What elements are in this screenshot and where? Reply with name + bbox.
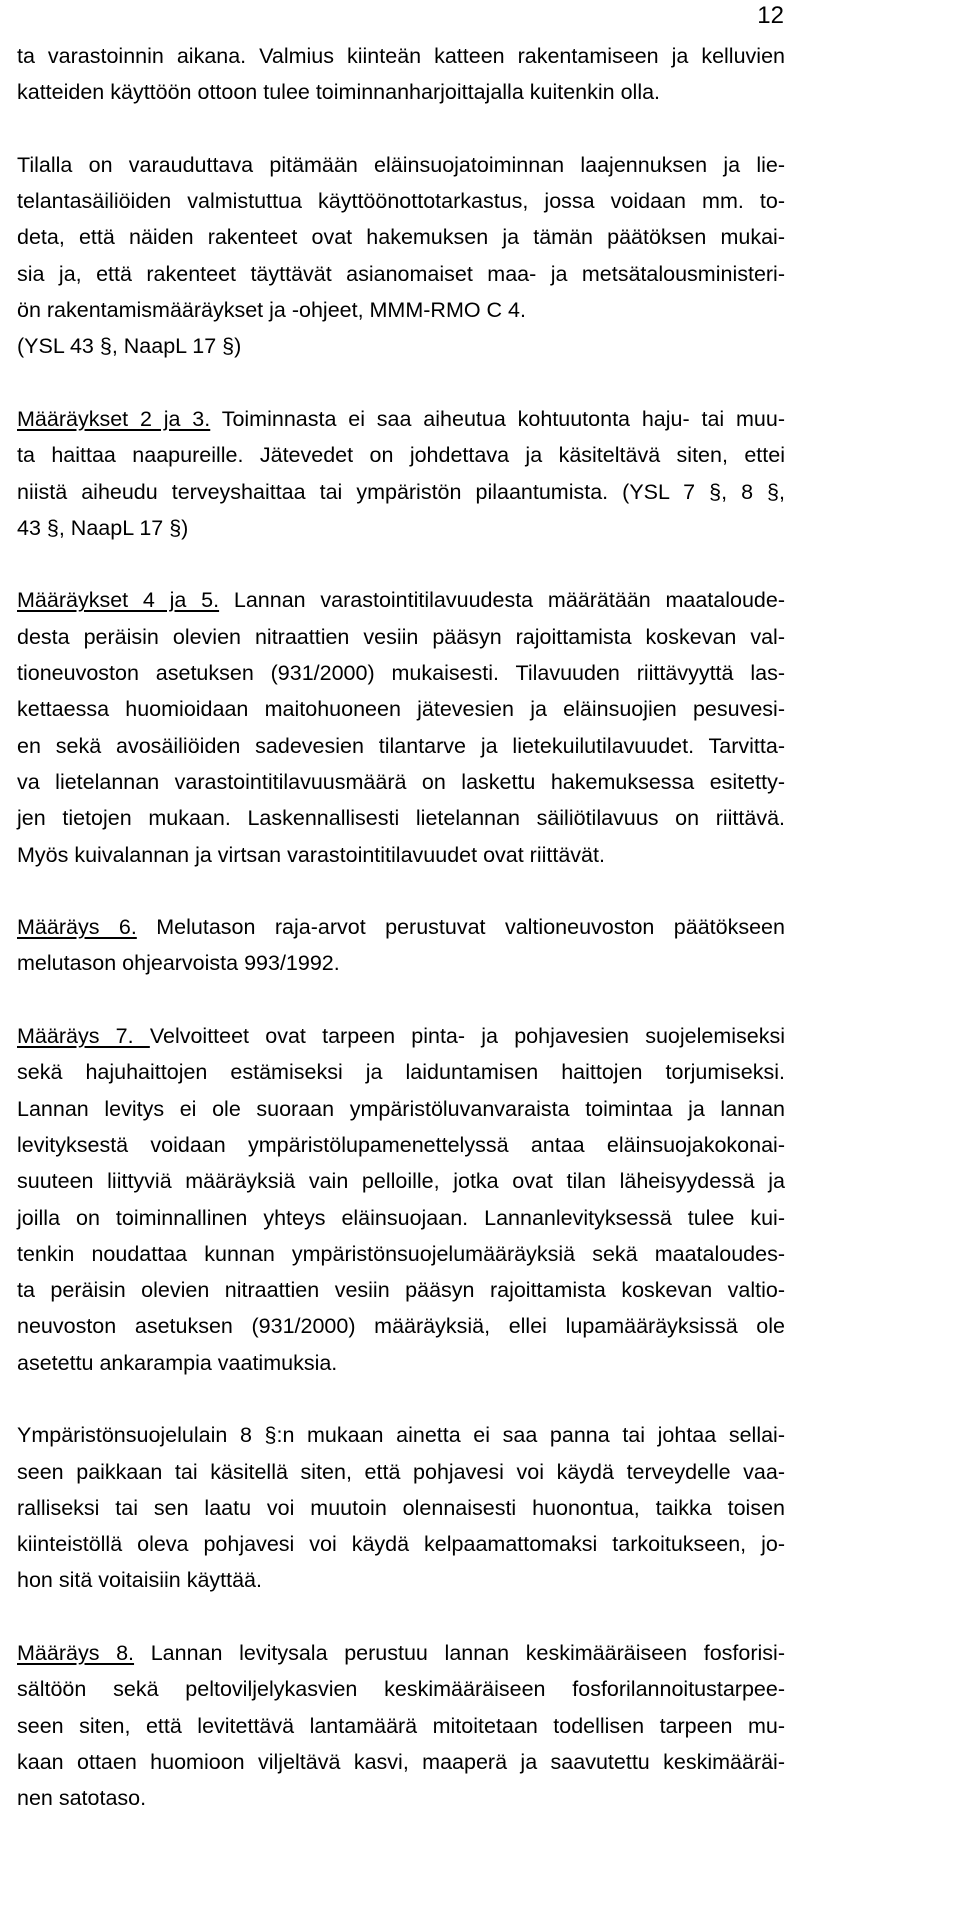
paragraph-environmental-law (17, 1417, 785, 1598)
text-line: ta peräisin olevien nitraattien vesiin pääsyn rajoittamista koskevan valtio- (17, 1278, 785, 1303)
text-line: (YSL 43 §, NaapL 17 §) (17, 334, 242, 359)
text-line: Lannan levitys ei ole suoraan ympäristöluvanvaraista toimintaa ja lannan (17, 1096, 785, 1121)
text-line: joilla on toiminnallinen yhteys eläinsuojaan. Lannanlevityksessä tulee kui- (17, 1205, 785, 1230)
paragraph-storage-readiness (17, 38, 785, 111)
text-line: sältöön sekä peltoviljelykasvien keskimääräiseen fosforilannoitustarpee- (17, 1677, 785, 1702)
text-line: sekä hajuhaittojen estämiseksi ja laiduntamisen haittojen torjumiseksi. (17, 1060, 785, 1085)
text-line: deta, että näiden rakenteet ovat hakemuksen ja tämän päätöksen mukai- (17, 225, 785, 250)
text-line (17, 1635, 785, 1671)
text-line: telantasäiliöiden valmistuttua käyttöönottotarkastus, jossa voidaan mm. to- (17, 189, 785, 214)
text-line: hon sitä voitaisiin käyttää. (17, 1568, 262, 1593)
text-line: en sekä avosäiliöiden sadevesien tilantarve ja lietekuilutilavuudet. Tarvitta- (17, 733, 785, 758)
regulation-heading: Määräykset 2 ja 3. (17, 406, 211, 431)
text-line: neuvoston asetuksen (931/2000) määräyksiä, ellei lupamääräyksissä ole (17, 1314, 785, 1339)
text-line: Tilalla on varauduttava pitämään eläinsuojatoiminnan laajennuksen ja lie- (17, 152, 785, 177)
paragraph-regulation-8 (17, 1635, 785, 1816)
text-line: ta varastoinnin aikana. Valmius kiinteän katteen rakentamiseen ja kelluvien (17, 44, 785, 68)
text-line: tioneuvoston asetuksen (931/2000) mukaisesti. Tilavuuden riittävyyttä las- (17, 661, 785, 686)
regulation-heading: Määräys 6. (17, 915, 137, 940)
text-line: sia ja, että rakenteet täyttävät asianomaiset maa- ja metsätalousministeri- (17, 261, 785, 286)
text-line (17, 582, 785, 618)
text-line: seen paikkaan tai käsitellä siten, että pohjavesi voi käydä terveydelle vaa- (17, 1459, 785, 1484)
text-line: tenkin noudattaa kunnan ympäristönsuojelumääräyksiä sekä maataloudes- (17, 1241, 785, 1266)
text-line: kaan ottaen huomioon viljeltävä kasvi, maaperä ja saavutettu keskimääräi- (17, 1749, 785, 1774)
text-line: ön rakentamismääräykset ja -ohjeet, MMM-RMO C 4. (17, 298, 526, 323)
paragraph-regulations-4-5 (17, 582, 785, 872)
text-line: asetettu ankarampia vaatimuksia. (17, 1350, 338, 1375)
regulation-heading: Määräykset 4 ja 5. (17, 588, 220, 613)
text-line: Ympäristönsuojelulain 8 §:n mukaan ainetta ei saa panna tai johtaa sellai- (17, 1423, 785, 1448)
text-line: nen satotaso. (17, 1786, 147, 1811)
page-number: 12 (757, 2, 784, 29)
text-line: kiinteistöllä oleva pohjavesi voi käydä kelpaamattomaksi tarkoitukseen, jo- (17, 1532, 785, 1557)
text-fragment: Lannan levitysala perustuu lannan keskimääräiseen fosforisi- (134, 1641, 785, 1666)
paragraph-regulation-6 (17, 909, 785, 982)
text-line (17, 401, 785, 437)
document-body (17, 38, 785, 1817)
text-line (17, 909, 785, 945)
text-line: seen siten, että levitettävä lantamäärä mitoitetaan todellisen tarpeen mu- (17, 1713, 785, 1738)
text-line: niistä aiheudu terveyshaittaa tai ympäristön pilaantumista. (YSL 7 §, 8 §, (17, 479, 785, 504)
regulation-heading: Määräys 8. (17, 1641, 135, 1666)
text-line: katteiden käyttöön ottoon tulee toiminnanharjoittajalla kuitenkin olla. (17, 80, 661, 105)
paragraph-inspection (17, 147, 785, 365)
text-line: Myös kuivalannan ja virtsan varastointitilavuudet ovat riittävät. (17, 842, 605, 867)
text-line: va lietelannan varastointitilavuusmäärä on laskettu hakemuksessa esitetty- (17, 769, 785, 794)
text-fragment: Melutason raja-arvot perustuvat valtioneuvoston päätökseen (136, 915, 785, 940)
text-line: ta haittaa naapureille. Jätevedet on johdettava ja käsiteltävä siten, ettei (17, 443, 785, 468)
text-line: jen tietojen mukaan. Laskennallisesti lietelannan säiliötilavuus on riittävä. (17, 806, 785, 831)
text-line: suuteen liittyviä määräyksiä vain pelloille, jotka ovat tilan läheisyydessä ja (17, 1169, 785, 1194)
text-fragment: Velvoitteet ovat tarpeen pinta- ja pohjavesien suojelemiseksi (149, 1024, 785, 1049)
text-fragment: Lannan varastointitilavuudesta määrätään maataloude- (219, 588, 785, 613)
text-line (17, 1018, 785, 1054)
paragraph-regulations-2-3 (17, 401, 785, 546)
text-fragment: Toiminnasta ei saa aiheutua kohtuutonta haju- tai muu- (210, 406, 785, 431)
text-line: melutason ohjearvoista 993/1992. (17, 951, 340, 976)
text-line: ralliseksi tai sen laatu voi muutoin olennaisesti huonontua, taikka toisen (17, 1495, 785, 1520)
paragraph-regulation-7 (17, 1018, 785, 1381)
text-line: levityksestä voidaan ympäristölupamenettelyssä antaa eläinsuojakokonai- (17, 1132, 785, 1157)
regulation-heading: Määräys 7. (17, 1024, 150, 1049)
text-line: desta peräisin olevien nitraattien vesiin pääsyn rajoittamista koskevan val- (17, 624, 785, 649)
text-line: kettaessa huomioidaan maitohuoneen jätevesien ja eläinsuojien pesuvesi- (17, 697, 785, 722)
text-line: 43 §, NaapL 17 §) (17, 515, 189, 540)
